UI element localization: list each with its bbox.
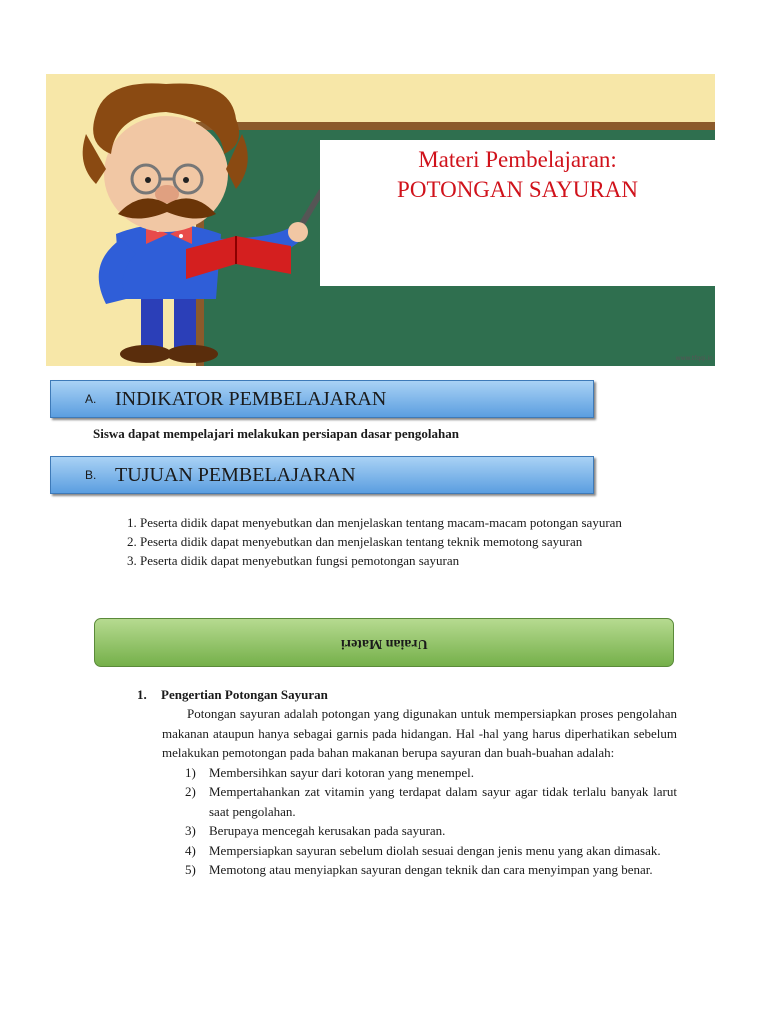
item-number: 3) [185,823,196,838]
indikator-text: Siswa dapat mempelajari melakukan persiapan dasar pengolahan [93,426,459,441]
pengertian-paragraph: Potongan sayuran adalah potongan yang digunakan untuk mempersiapkan proses pengolahan makanan ataupun hanya sebagai garnis pada hidangan. Hal -hal yang harus diperhatikan sebelum melakukan pemotongan pada bahan makanan berupa sayuran dan buah-buahan adalah: [162,706,677,760]
section-a-letter: A. [85,392,97,406]
page-title: Materi Pembelajaran: [418,147,617,172]
tujuan-list [115,513,703,570]
list-item: 3. Peserta didik dapat menyebutkan fungsi pemotongan sayuran [140,551,703,570]
section-b-letter: B. [85,468,97,482]
item-text: Memotong atau menyiapkan sayuran dengan teknik dan cara menyimpan yang benar. [209,862,653,877]
list-item [185,821,677,841]
section-b-bar [50,456,594,494]
professor-illustration [46,74,336,366]
list-item [185,841,677,861]
list-item: 1. Peserta didik dapat menyebutkan dan menjelaskan tentang macam-macam potongan sayuran [140,513,703,532]
list-item [185,782,677,821]
item-text: Berupaya mencegah kerusakan pada sayuran. [209,823,446,838]
item-number: 2) [185,784,196,799]
item-number: 1) [185,764,196,780]
item-number: 5) [185,862,196,877]
pengertian-number: 1. [137,687,147,702]
pengertian-heading [137,686,677,704]
item-text: Mempertahankan zat vitamin yang terdapat dalam sayur agar tidak terlalu banyak larut saat pengolahan. [209,784,677,819]
section-a-heading: INDIKATOR PEMBELAJARAN [115,387,387,410]
uraian-materi-label: Uraian Materi [340,635,428,651]
list-item [185,860,677,880]
section-a-bar [50,380,594,418]
section-b-heading: TUJUAN PEMBELAJARAN [115,463,356,486]
list-item: 2. Peserta didik dapat menyebutkan dan menjelaskan tentang teknik memotong sayuran [140,532,703,551]
item-text: Mempersiapkan sayuran sebelum diolah sesuai dengan jenis menu yang akan dimasak. [209,842,661,858]
list-item [185,763,677,783]
item-number: 4) [185,842,196,858]
pengertian-section [137,686,677,880]
uraian-materi-bar [94,618,674,667]
watermark: www.tfqqi.in [675,355,713,362]
pengertian-title: Pengertian Potongan Sayuran [161,687,328,702]
item-text: Membersihkan sayur dari kotoran yang menempel. [209,764,474,780]
page-subtitle: POTONGAN SAYURAN [397,177,638,202]
pengertian-list [137,763,677,880]
title-box [320,140,715,286]
